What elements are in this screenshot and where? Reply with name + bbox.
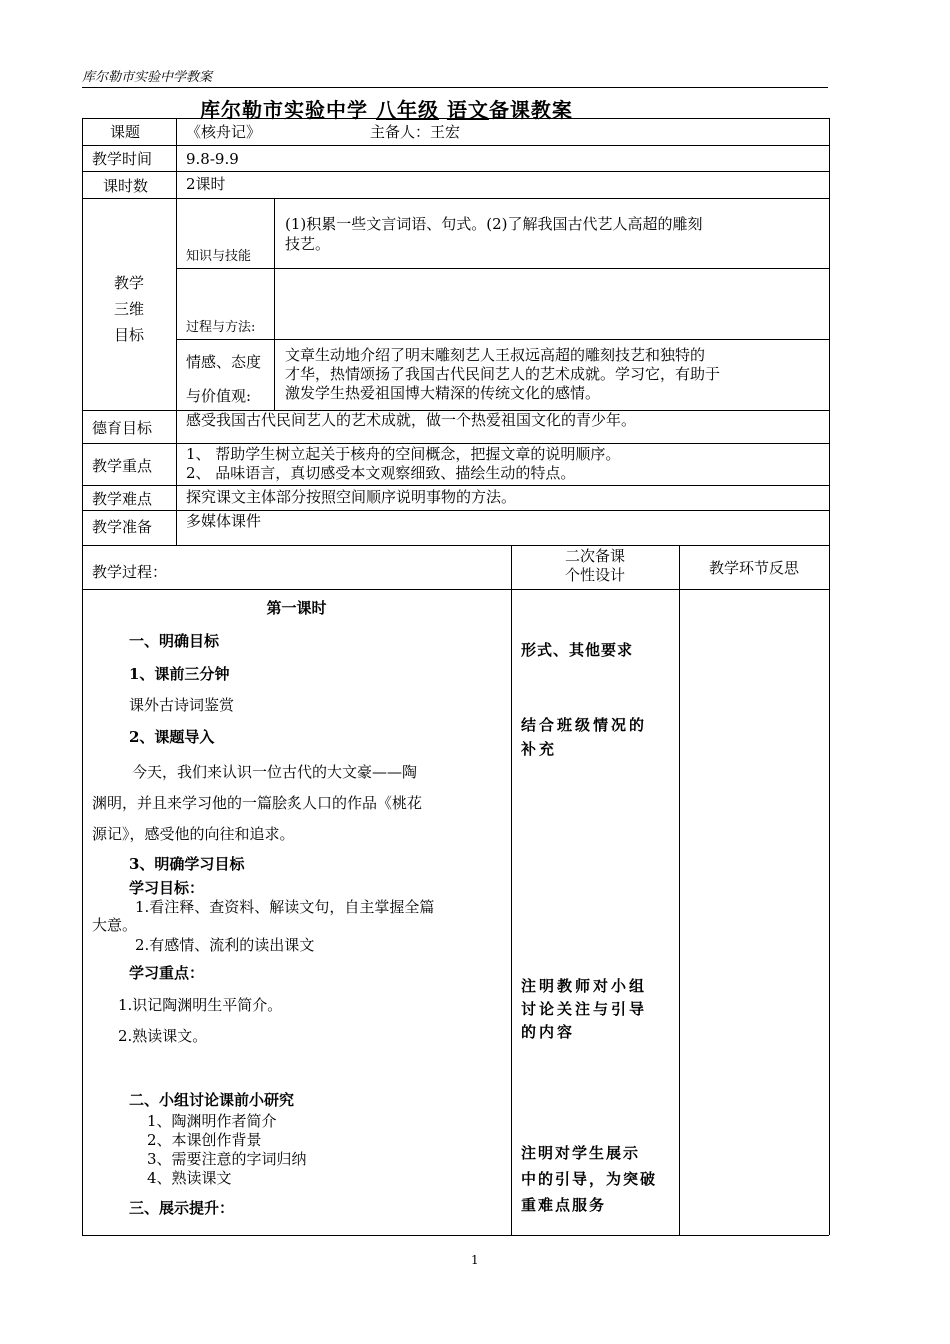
side-note-line: 注明教师对小组: [521, 977, 648, 995]
row-divider: [82, 171, 829, 172]
emotion-line: 激发学生热爱祖国博大精深的传统文化的感情。: [285, 384, 601, 402]
row-divider: [82, 198, 829, 199]
emotion-text: [285, 346, 720, 403]
row-divider: [82, 545, 829, 546]
header-note: 库尔勒市实验中学教案: [82, 70, 213, 85]
second-prep-line: 二次备课: [564, 547, 625, 565]
subsection-1-heading: 1、课前三分钟: [129, 665, 230, 683]
side-note-line: 结合班级情况的: [521, 716, 648, 734]
key-points-list: [186, 445, 620, 483]
hours-label: 课时数: [103, 177, 149, 195]
table-border-top: [82, 118, 829, 119]
goals-label-line: 目标: [113, 326, 144, 344]
process-label: 教学过程：: [92, 563, 168, 581]
side-note-line: 重难点服务: [521, 1196, 607, 1214]
lesson-title: 《核舟记》: [186, 123, 262, 141]
intro-line: 渊明，并且来学习他的一篇脍炙人口的作品《桃花: [92, 794, 423, 812]
side-note-1: 形式、其他要求: [521, 641, 634, 659]
col-divider: [511, 545, 512, 1235]
emotion-label-1: 情感、态度: [186, 353, 262, 371]
subsection-2-heading: 2、课题导入: [129, 728, 215, 746]
key-point-item: 1、 帮助学生树立起关于核舟的空间概念，把握文章的说明顺序。: [186, 445, 621, 463]
lesson-period-title: 第一课时: [266, 599, 327, 617]
reflection-header: 教学环节反思: [708, 559, 799, 577]
col-divider: [679, 545, 680, 1235]
knowledge-text: [285, 214, 703, 254]
header-rule: [82, 87, 828, 88]
side-note-line: 中的引导，为突破: [521, 1170, 658, 1188]
title-subject: 语文: [446, 98, 489, 122]
table-border-right: [829, 118, 830, 1235]
prep-label: 教学准备: [92, 518, 153, 536]
subsection-1-text: 课外古诗词鉴赏: [129, 696, 235, 714]
intro-line: 今天，我们来认识一位古代的大文豪——陶: [132, 763, 418, 781]
moral-label: 德育目标: [92, 419, 153, 437]
side-note-line: 的内容: [521, 1023, 576, 1041]
moral-value: 感受我国古代民间艺人的艺术成就，做一个热爱祖国文化的青少年。: [186, 411, 637, 429]
knowledge-line: 技艺。: [285, 235, 331, 253]
goal-2: 2.有感情、流利的读出课文: [135, 936, 315, 954]
key-item-1: 1.识记陶渊明生平简介。: [118, 996, 283, 1014]
row-divider: [82, 145, 829, 146]
side-note-line: 注明对学生展示: [521, 1144, 641, 1162]
row-divider: [82, 485, 829, 486]
knowledge-label: 知识与技能: [186, 249, 252, 264]
title-grade: 八年级: [375, 98, 439, 122]
intro-paragraph: [92, 757, 422, 850]
side-note-line: 讨论关注与引导: [521, 1000, 648, 1018]
second-prep-line: 个性设计: [564, 566, 625, 584]
time-label: 教学时间: [92, 150, 153, 168]
research-item: 4、熟读课文: [147, 1169, 232, 1187]
key-item-2: 2.熟读课文。: [118, 1027, 208, 1045]
table-border-bottom: [82, 1235, 829, 1236]
side-note-2: [521, 713, 647, 761]
knowledge-line: (1)积累一些文言词语、句式。(2)了解我国古代艺人高超的雕刻: [285, 215, 703, 233]
research-item: 2、本课创作背景: [147, 1131, 262, 1149]
research-item: 3、需要注意的字词归纳: [147, 1150, 307, 1168]
process-method-label: 过程与方法:: [186, 320, 256, 335]
preparer: [370, 122, 460, 142]
side-note-3: [521, 975, 647, 1044]
title-prefix: 库尔勒市实验中学: [200, 98, 368, 122]
section-2-heading: 二、小组讨论课前小研究: [129, 1091, 295, 1109]
intro-line: 源记》，感受他的向往和追求。: [92, 825, 295, 843]
difficulty-value: 探究课文主体部分按照空间顺序说明事物的方法。: [186, 488, 517, 506]
preparer-label: 主备人：: [370, 123, 431, 141]
difficulty-label: 教学难点: [92, 490, 153, 508]
second-prep-header: [511, 547, 679, 585]
emotion-line: 才华，热情颂扬了我国古代民间艺人的艺术成就。学习它，有助于: [285, 365, 721, 383]
goals-label-line: 教学: [113, 274, 144, 292]
goal-1-line-2: 大意。: [92, 916, 138, 934]
research-list: [147, 1112, 307, 1188]
section-1-heading: 一、明确目标: [129, 632, 220, 650]
emotion-label-2: 与价值观:: [186, 387, 252, 405]
subsection-3-heading: 3、明确学习目标: [129, 855, 245, 873]
page-number: 1: [471, 1253, 479, 1267]
goals-label: [82, 270, 176, 348]
side-note-line: 补充: [521, 740, 558, 758]
time-value: 9.8-9.9: [186, 150, 239, 168]
research-item: 1、陶渊明作者简介: [147, 1112, 277, 1130]
row-divider: [82, 443, 829, 444]
col-divider: [274, 198, 275, 410]
side-note-4: [521, 1140, 657, 1218]
goal-1-line-1: 1.看注释、查资料、解读文句，自主掌握全篇: [135, 898, 435, 916]
hours-value: 2课时: [186, 175, 226, 193]
title-suffix: 备课教案: [488, 98, 573, 122]
preparer-name: 王宏: [430, 123, 461, 141]
row-divider: [82, 589, 829, 590]
section-3-heading: 三、展示提升：: [129, 1199, 235, 1217]
emotion-line: 文章生动地介绍了明末雕刻艺人王叔远高超的雕刻技艺和独特的: [285, 346, 706, 364]
prep-value: 多媒体课件: [186, 512, 262, 530]
key-point-item: 2、 品味语言，真切感受本文观察细致、描绘生动的特点。: [186, 464, 576, 482]
lesson-label: 课题: [110, 123, 141, 141]
learning-goals-label: 学习目标：: [129, 879, 205, 897]
col-divider: [176, 118, 177, 545]
key-points-label: 教学重点: [92, 457, 153, 475]
learning-key-label: 学习重点：: [129, 964, 205, 982]
goals-label-line: 三维: [113, 300, 144, 318]
